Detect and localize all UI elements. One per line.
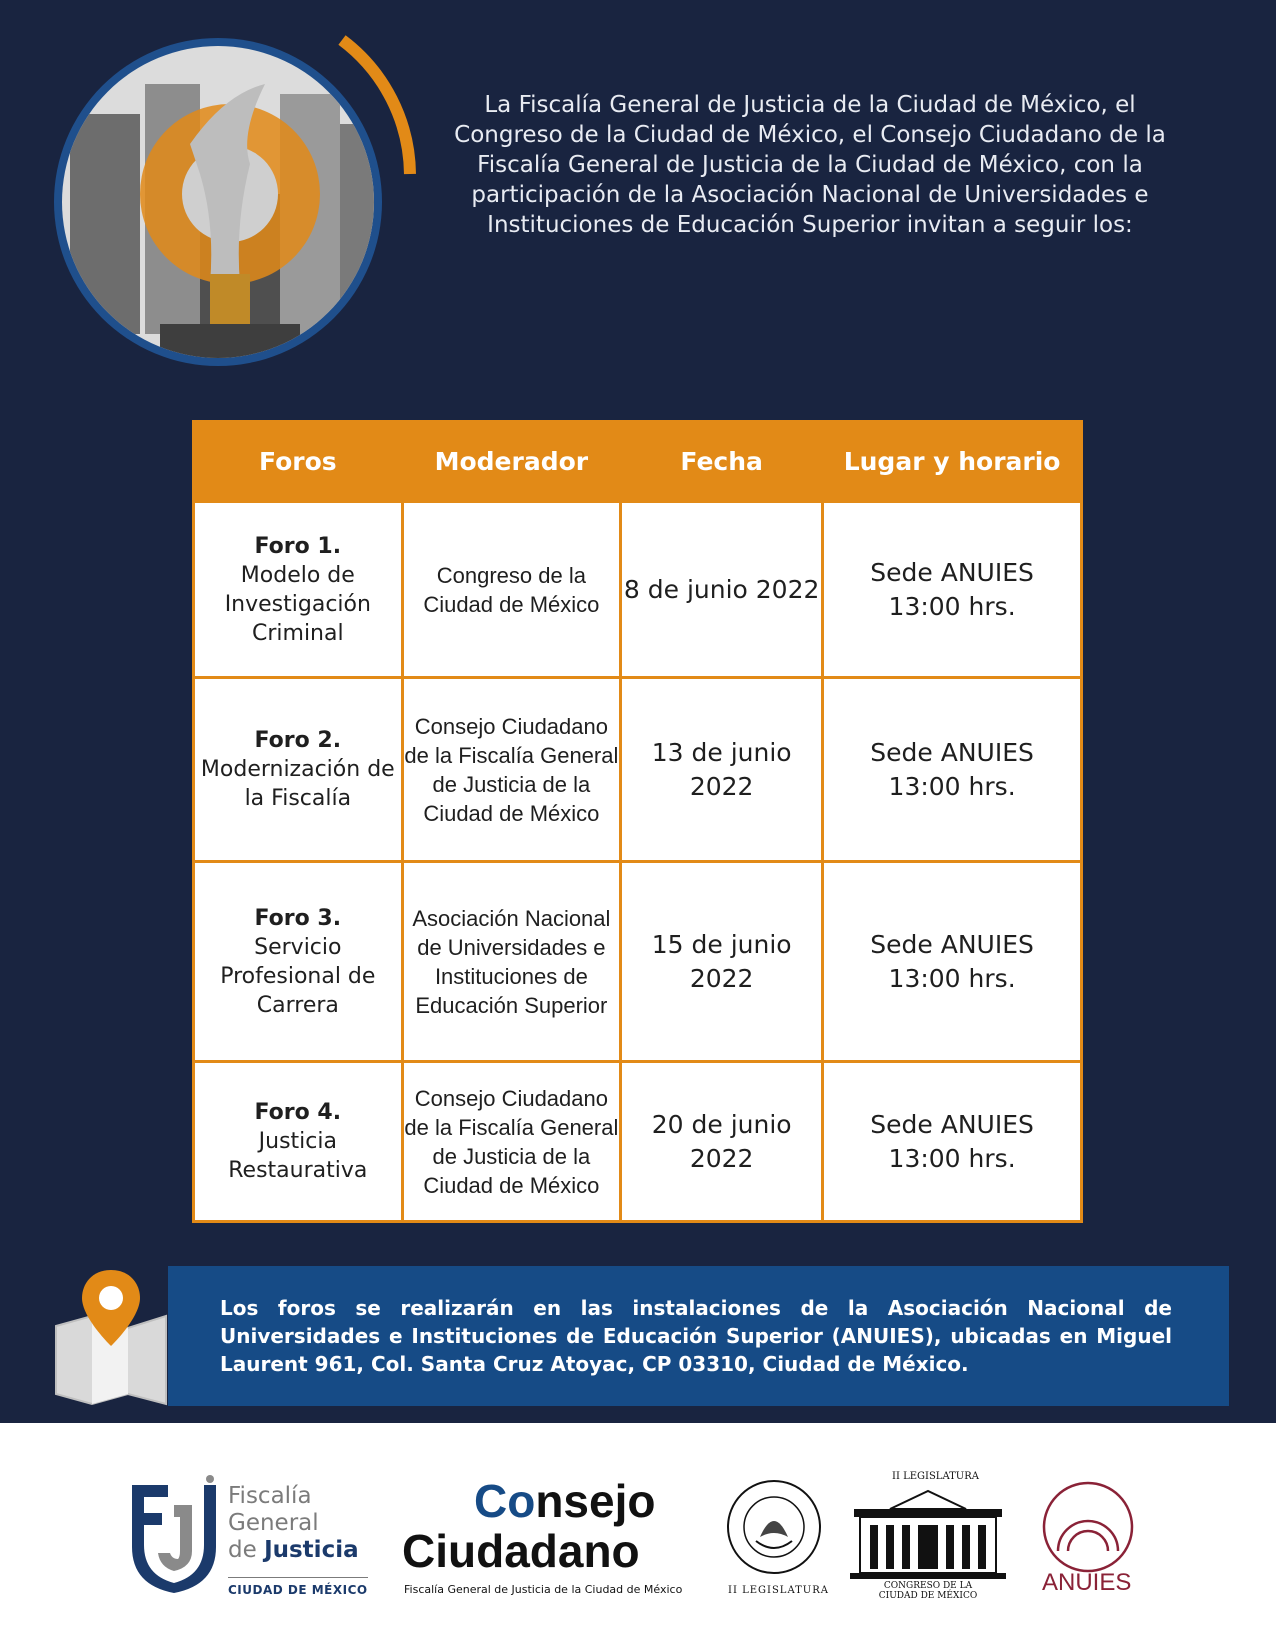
moderator-cell: Asociación Nacional de Universidades e Instituciones de Educación Superior <box>402 862 621 1062</box>
place-name: Sede ANUIES <box>870 1109 1034 1139</box>
header-lugar: Lugar y horario <box>823 422 1082 502</box>
notice-text: Los foros se realizarán en las instalaciones de la Asociación Nacional de Universidades e Instituciones de Educación Superior (ANUIES), ubicadas en Miguel Laurent 961, Col. Santa Cruz Atoyac, CP 03310, Ciudad de México. <box>220 1296 1172 1376</box>
forum-number: Foro 3. <box>254 905 342 931</box>
table-header-row <box>194 422 1082 502</box>
date-cell: 8 de junio 2022 <box>621 502 823 678</box>
date-cell: 20 de junio 2022 <box>621 1062 823 1222</box>
moderator-cell: Consejo Ciudadano de la Fiscalía General de Justicia de la Ciudad de México <box>402 678 621 862</box>
footer <box>0 1423 1276 1651</box>
place-cell <box>823 502 1082 678</box>
fgj-shield-icon <box>128 1475 220 1595</box>
congreso-bottom2: CIUDAD DE MÉXICO <box>878 1591 978 1601</box>
fgj-line2: General <box>228 1510 319 1536</box>
map-pin-icon <box>54 1266 169 1406</box>
forum-name: Modernización de la Fiscalía <box>200 757 395 811</box>
table-row <box>194 678 1082 862</box>
place-cell <box>823 862 1082 1062</box>
moderator-cell: Consejo Ciudadano de la Fiscalía General de Justicia de la Ciudad de México <box>402 1062 621 1222</box>
consejo-word: nsejo <box>535 1475 656 1527</box>
consejo-ciudadano-logo <box>398 1477 688 1597</box>
consejo-line1 <box>474 1477 655 1525</box>
intro-text: La Fiscalía General de Justicia de la Ciudad de México, el Congreso de la Ciudad de México, el Consejo Ciudadano de la Fiscalía General de Justicia de la Ciudad de México, con la participación de la Asociación Nacional de Universidades e Instituciones de Educación Superior invitan a seguir los: <box>454 92 1166 238</box>
congreso-bottom <box>850 1581 1006 1601</box>
consejo-line2: Ciudadano <box>402 1525 640 1577</box>
place-time: 13:00 hrs. <box>888 591 1016 621</box>
place-name: Sede ANUIES <box>870 557 1034 587</box>
fgj-subtitle: CIUDAD DE MÉXICO <box>228 1577 368 1597</box>
forum-cell <box>194 502 403 678</box>
consejo-prefix: Co <box>474 1475 536 1527</box>
place-cell <box>823 678 1082 862</box>
anuies-name: ANUIES <box>1042 1569 1132 1596</box>
fgj-line1: Fiscalía <box>228 1483 312 1509</box>
location-notice <box>168 1266 1229 1406</box>
table-row <box>194 502 1082 678</box>
forum-cell <box>194 1062 403 1222</box>
place-time: 13:00 hrs. <box>888 963 1016 993</box>
forum-number: Foro 4. <box>254 1100 342 1125</box>
header-moderador: Moderador <box>402 422 621 502</box>
congreso-seal-logo <box>726 1475 829 1603</box>
anuies-logo <box>1038 1481 1138 1601</box>
table-row <box>194 1062 1082 1222</box>
moderator-cell: Congreso de la Ciudad de México <box>402 502 621 678</box>
date-cell: 13 de junio 2022 <box>621 678 823 862</box>
header-fecha: Fecha <box>621 422 823 502</box>
place-time: 13:00 hrs. <box>888 1143 1016 1173</box>
seal-icon <box>726 1475 822 1579</box>
place-name: Sede ANUIES <box>870 929 1034 959</box>
place-name: Sede ANUIES <box>870 737 1034 767</box>
forum-number: Foro 2. <box>254 728 342 753</box>
forum-cell <box>194 862 403 1062</box>
congreso-building-logo <box>850 1471 1006 1605</box>
forum-name: Modelo de Investigación Criminal <box>224 562 371 646</box>
table-row <box>194 862 1082 1062</box>
header-foros: Foros <box>194 422 403 502</box>
fgj-line3a: de <box>228 1537 265 1563</box>
forum-name: Servicio Profesional de Carrera <box>220 934 376 1018</box>
date-cell: 15 de junio 2022 <box>621 862 823 1062</box>
consejo-line3: Fiscalía General de Justicia de la Ciudad de México <box>404 1583 683 1596</box>
place-cell <box>823 1062 1082 1222</box>
congreso-bottom1: CONGRESO DE LA <box>883 1581 973 1591</box>
place-time: 13:00 hrs. <box>888 771 1016 801</box>
forum-name: Justicia Restaurativa <box>228 1129 368 1183</box>
forums-table <box>192 420 1083 1223</box>
forum-number: Foro 1. <box>254 533 342 559</box>
building-icon <box>850 1485 1006 1581</box>
forum-cell <box>194 678 403 862</box>
fgj-line3b: Justicia <box>264 1537 359 1563</box>
fgj-text <box>228 1483 359 1564</box>
anuies-rings-icon <box>1038 1481 1138 1573</box>
congreso-top: II LEGISLATURA <box>892 1471 979 1482</box>
fgj-logo <box>128 1475 368 1595</box>
hero-image <box>50 24 420 369</box>
seal-caption: II LEGISLATURA <box>728 1585 829 1596</box>
